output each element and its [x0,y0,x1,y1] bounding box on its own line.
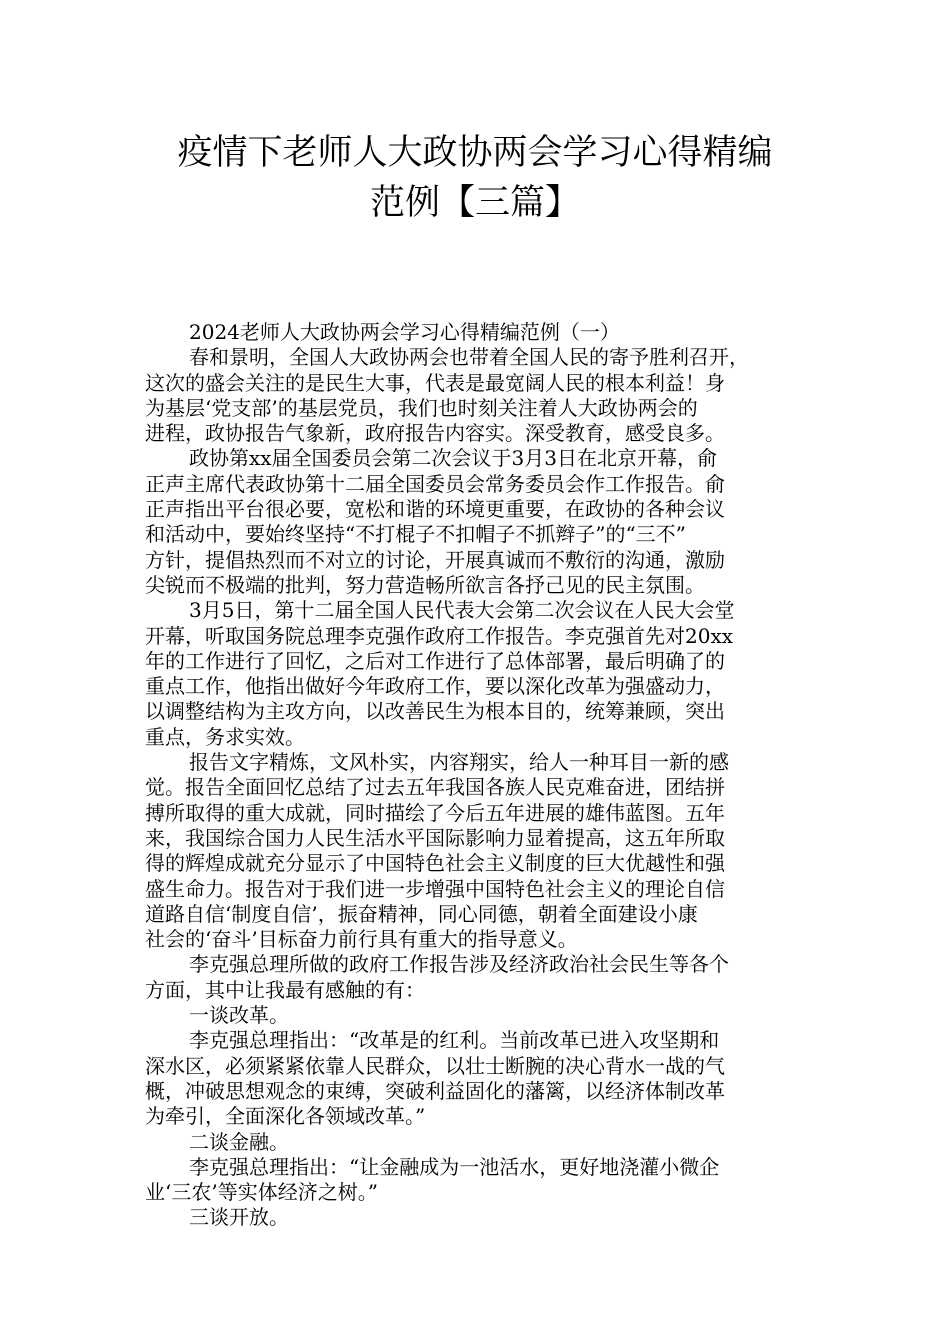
document-title [120,128,830,228]
text-line: 开幕，听取国务院总理李克强作政府工作报告。李克强首先对20xx [145,623,734,648]
title-line: 疫情下老师人大政协两会学习心得精编 [177,133,773,173]
text-line: 三谈开放。 [189,1205,289,1230]
text-line: 春和景明，全国人大政协两会也带着全国人民的寄予胜利召开， [189,345,749,370]
text-line: 年的工作进行了回忆，之后对工作进行了总体部署，最后明确了的 [145,648,725,673]
text-line: 政协第xx届全国委员会第二次会议于3月3日在北京开幕，俞 [189,446,718,471]
text-line: 李克强总理指出：“让金融成为一池活水，更好地浇灌小微企 [189,1154,720,1179]
text-line: 2024老师人大政协两会学习心得精编范例（一） [189,320,620,344]
text-line: 正声主席代表政协第十二届全国委员会常务委员会作工作报告。俞 [145,471,725,496]
text-line: 深水区，必须紧紧依靠人民群众，以壮士断腕的决心背水一战的气 [145,1053,725,1078]
text-line: 得的辉煌成就充分显示了中国特色社会主义制度的巨大优越性和强 [145,851,725,876]
text-line: 正声指出平台很必要，宽松和谐的环境更重要，在政协的各种会议 [145,497,725,522]
text-line: 李克强总理指出：“改革是的红利。当前改革已进入攻坚期和 [189,1028,720,1053]
text-line: 为牵引，全面深化各领域改革。” [145,1104,426,1129]
text-line: 进程，政协报告气象新，政府报告内容实。深受教育，感受良多。 [145,421,725,446]
text-line: 盛生命力。报告对于我们进一步增强中国特色社会主义的理论自信 [145,876,725,901]
text-line: 方面，其中让我最有感触的有： [145,977,425,1002]
text-line: 觉。报告全面回忆总结了过去五年我国各族人民克难奋进，团结拼 [145,775,725,800]
text-line: 和活动中，要始终坚持“不打棍子不扣帽子不抓辫子”的“三不” [145,522,686,547]
text-line: 这次的盛会关注的是民生大事，代表是最宽阔人民的根本利益！身 [145,370,725,395]
text-line: 概，冲破思想观念的束缚，突破利益固化的藩篱，以经济体制改革 [145,1078,725,1103]
text-line: 业‘三农’等实体经济之树。” [145,1180,378,1205]
text-line: 尖锐而不极端的批判，努力营造畅所欲言各抒己见的民主氛围。 [145,572,705,597]
text-line: 重点工作，他指出做好今年政府工作，要以深化改革为强盛动力， [145,674,725,699]
text-line: 一谈改革。 [189,1003,289,1028]
text-line: 搏所取得的重大成就，同时描绘了今后五年进展的雄伟蓝图。五年 [145,800,725,825]
text-line: 方针，提倡热烈而不对立的讨论，开展真诚而不敷衍的沟通，激励 [145,547,725,572]
text-line: 3月5日，第十二届全国人民代表大会第二次会议在人民大会堂 [189,598,735,623]
text-line: 二谈金融。 [189,1129,289,1154]
text-line: 来，我国综合国力人民生活水平国际影响力显着提高，这五年所取 [145,825,725,850]
text-line: 社会的‘奋斗’目标奋力前行具有重大的指导意义。 [145,927,578,952]
title-line: 范例【三篇】 [369,183,580,223]
text-line: 李克强总理所做的政府工作报告涉及经济政治社会民生等各个 [189,952,729,977]
text-line: 道路自信‘制度自信’，振奋精神，同心同德，朝着全面建设小康 [145,901,698,926]
text-line: 为基层‘党支部’的基层党员，我们也时刻关注着人大政协两会的 [145,395,698,420]
text-line: 报告文字精炼，文风朴实，内容翔实，给人一种耳目一新的感 [189,750,729,775]
document-body [145,320,815,1231]
text-line: 以调整结构为主攻方向，以改善民生为根本目的，统筹兼顾，突出 [145,699,725,724]
text-line: 重点，务求实效。 [145,724,305,749]
